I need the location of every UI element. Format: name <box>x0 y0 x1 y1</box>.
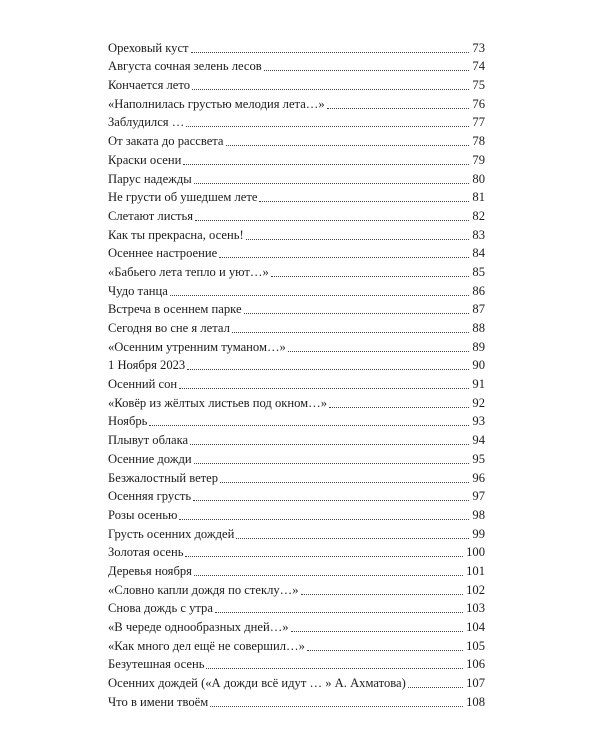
toc-entry-page-number: 107 <box>466 676 485 691</box>
toc-entry[interactable] <box>108 112 485 131</box>
toc-entry-page-number: 103 <box>466 601 485 616</box>
toc-entry-title: Ореховый куст <box>108 40 189 55</box>
toc-entry-title: Слетают листья <box>108 208 194 223</box>
toc-entry[interactable] <box>108 654 485 673</box>
toc-entry[interactable] <box>108 149 485 168</box>
toc-entry-title: От заката до рассвета <box>108 134 224 149</box>
toc-entry-title: Плывут облака <box>108 433 189 448</box>
toc-entry-title: Осенний сон <box>108 377 178 392</box>
toc-entry[interactable] <box>108 542 485 561</box>
toc-entry[interactable] <box>108 467 485 486</box>
toc-entry-title: «Как много дел ещё не совершил…» <box>108 638 305 653</box>
toc-entry-page-number: 73 <box>472 40 485 55</box>
toc-entry-page-number: 81 <box>472 190 485 205</box>
toc-entry[interactable] <box>108 280 485 299</box>
table-of-contents <box>108 37 485 710</box>
toc-entry-title: Осенних дождей («А дожди всё идут … » А. Ахматова) <box>108 676 406 691</box>
toc-entry-title: Заблудился … <box>108 115 185 130</box>
toc-entry-page-number: 106 <box>466 657 485 672</box>
toc-entry[interactable] <box>108 560 485 579</box>
toc-entry[interactable] <box>108 429 485 448</box>
toc-entry[interactable] <box>108 579 485 598</box>
dot-leader <box>215 612 463 613</box>
toc-entry[interactable] <box>108 74 485 93</box>
dot-leader <box>190 444 469 445</box>
dot-leader <box>194 183 470 184</box>
toc-entry-title: «Ковёр из жёлтых листьев под окном…» <box>108 395 328 410</box>
toc-entry[interactable] <box>108 598 485 617</box>
toc-entry[interactable] <box>108 448 485 467</box>
dot-leader <box>179 519 469 520</box>
toc-entry-title: Сегодня во сне я летал <box>108 321 230 335</box>
toc-entry-page-number: 82 <box>472 208 485 223</box>
dot-leader <box>307 650 463 651</box>
dot-leader <box>327 108 470 109</box>
toc-entry[interactable] <box>108 691 485 710</box>
dot-leader <box>185 556 463 557</box>
toc-entry[interactable] <box>108 243 485 262</box>
toc-entry-page-number: 75 <box>472 78 485 93</box>
toc-entry-title: Осеннее настроение <box>108 246 218 261</box>
dot-leader <box>226 145 470 146</box>
toc-entry-page-number: 89 <box>472 339 485 354</box>
dot-leader <box>329 407 469 408</box>
dot-leader <box>291 631 464 632</box>
toc-entry[interactable] <box>108 37 485 56</box>
toc-entry-title: Осенние дожди <box>108 451 192 466</box>
toc-entry-title: 1 Ноября 2023 <box>108 358 186 373</box>
toc-entry[interactable] <box>108 373 485 392</box>
dot-leader <box>408 687 463 688</box>
toc-entry[interactable] <box>108 616 485 635</box>
toc-entry-page-number: 100 <box>466 545 485 560</box>
toc-entry-page-number: 87 <box>472 302 485 317</box>
toc-entry-title: «В череде однообразных дней…» <box>108 620 289 634</box>
toc-entry-page-number: 94 <box>472 433 485 448</box>
dot-leader <box>271 276 470 277</box>
dot-leader <box>195 220 469 221</box>
dot-leader <box>194 463 470 464</box>
toc-entry-page-number: 101 <box>466 563 485 578</box>
toc-entry-title: Встреча в осеннем парке <box>108 302 242 317</box>
dot-leader <box>244 313 470 314</box>
toc-entry[interactable] <box>108 224 485 243</box>
dot-leader <box>170 295 470 296</box>
toc-entry-page-number: 93 <box>472 414 485 429</box>
dot-leader <box>192 89 469 90</box>
toc-entry-page-number: 97 <box>472 489 485 504</box>
toc-entry-page-number: 90 <box>472 358 485 373</box>
toc-entry-page-number: 96 <box>472 470 485 485</box>
dot-leader <box>206 668 463 669</box>
toc-entry-title: Безутешная осень <box>108 657 205 672</box>
toc-entry[interactable] <box>108 672 485 691</box>
toc-entry-page-number: 77 <box>472 115 485 130</box>
dot-leader <box>232 332 470 333</box>
toc-entry-title: Что в имени твоём <box>108 694 209 709</box>
toc-entry-title: Снова дождь с утра <box>108 601 213 616</box>
dot-leader <box>183 164 469 165</box>
dot-leader <box>246 239 470 240</box>
toc-entry-page-number: 85 <box>472 264 485 279</box>
toc-entry[interactable] <box>108 411 485 430</box>
toc-entry-title: Парус надежды <box>108 171 192 186</box>
toc-entry-page-number: 86 <box>472 283 485 298</box>
toc-entry-page-number: 80 <box>472 171 485 186</box>
dot-leader <box>301 594 464 595</box>
toc-entry-page-number: 98 <box>472 507 485 522</box>
dot-leader <box>194 575 463 576</box>
dot-leader <box>187 369 469 370</box>
toc-entry[interactable] <box>108 486 485 505</box>
toc-entry-page-number: 92 <box>472 395 485 410</box>
toc-entry-page-number: 84 <box>472 246 485 261</box>
toc-entry-title: «Наполнилась грустью мелодия лета…» <box>108 96 325 111</box>
toc-entry-title: Осенняя грусть <box>108 489 192 504</box>
toc-entry-title: Чудо танца <box>108 283 168 298</box>
dot-leader <box>149 425 469 426</box>
toc-entry-title: Августа сочная зелень лесов <box>108 59 262 74</box>
dot-leader <box>288 351 470 352</box>
toc-entry[interactable] <box>108 299 485 318</box>
toc-entry-title: Безжалостный ветер <box>108 470 219 485</box>
toc-entry[interactable] <box>108 392 485 411</box>
toc-entry[interactable] <box>108 261 485 280</box>
toc-entry[interactable] <box>108 130 485 149</box>
toc-entry-title: Не грусти об ушедшем лете <box>108 190 258 205</box>
dot-leader <box>259 201 469 202</box>
toc-entry[interactable] <box>108 56 485 75</box>
toc-entry-title: Кончается лето <box>108 78 191 93</box>
dot-leader <box>210 706 463 707</box>
dot-leader <box>219 257 469 258</box>
toc-entry-title: «Осенним утренним туманом…» <box>108 339 286 354</box>
toc-entry-page-number: 74 <box>472 59 485 74</box>
toc-entry-page-number: 108 <box>466 694 485 709</box>
dot-leader <box>186 126 469 127</box>
toc-entry[interactable] <box>108 187 485 206</box>
toc-entry[interactable] <box>108 317 485 336</box>
toc-entry[interactable] <box>108 523 485 542</box>
dot-leader <box>236 538 469 539</box>
toc-entry-title: Деревья ноября <box>108 563 192 578</box>
toc-entry[interactable] <box>108 168 485 187</box>
dot-leader <box>264 70 470 71</box>
toc-entry-page-number: 91 <box>472 377 485 392</box>
toc-entry-page-number: 95 <box>472 451 485 466</box>
toc-entry-page-number: 78 <box>472 134 485 149</box>
toc-entry[interactable] <box>108 336 485 355</box>
toc-entry-page-number: 99 <box>472 526 485 541</box>
toc-entry-title: Розы осенью <box>108 507 178 522</box>
toc-entry[interactable] <box>108 93 485 112</box>
dot-leader <box>179 388 469 389</box>
dot-leader <box>191 52 470 53</box>
toc-entry[interactable] <box>108 205 485 224</box>
dot-leader <box>220 482 469 483</box>
toc-entry[interactable] <box>108 504 485 523</box>
toc-entry-title: Краски осени <box>108 152 182 167</box>
toc-entry-page-number: 105 <box>466 638 485 653</box>
toc-entry-title: Грусть осенних дождей <box>108 526 235 541</box>
toc-entry-page-number: 88 <box>472 321 485 335</box>
toc-entry-title: «Бабьего лета тепло и уют…» <box>108 264 269 279</box>
dot-leader <box>193 500 469 501</box>
toc-entry-page-number: 76 <box>472 96 485 111</box>
toc-entry-page-number: 104 <box>466 620 485 634</box>
toc-entry-page-number: 83 <box>472 227 485 242</box>
toc-entry-title: Как ты прекрасна, осень! <box>108 227 244 242</box>
toc-entry-title: Золотая осень <box>108 545 184 560</box>
toc-entry-page-number: 79 <box>472 152 485 167</box>
toc-entry-title: Ноябрь <box>108 414 148 429</box>
toc-entry[interactable] <box>108 355 485 374</box>
toc-entry-title: «Словно капли дождя по стеклу…» <box>108 582 299 597</box>
toc-entry[interactable] <box>108 635 485 654</box>
toc-entry-page-number: 102 <box>466 582 485 597</box>
